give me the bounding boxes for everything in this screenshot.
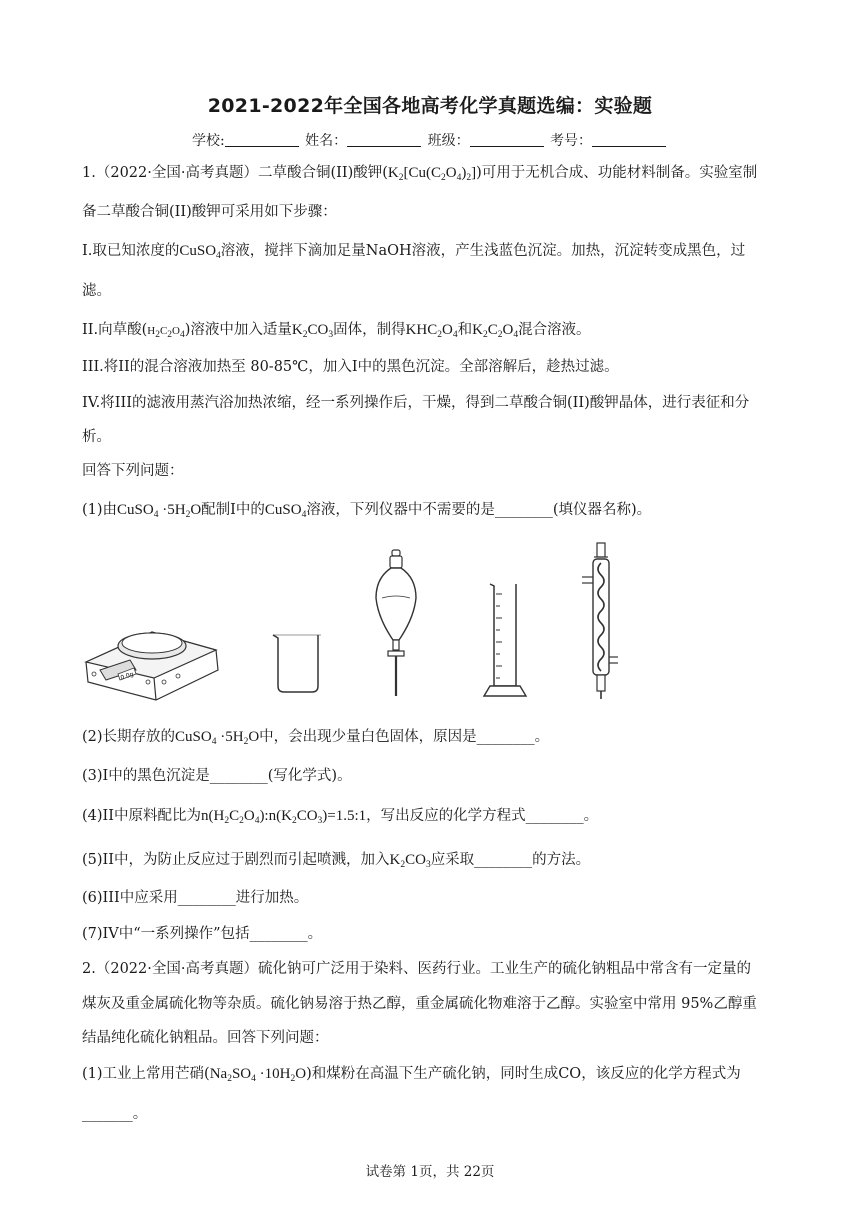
- name-blank: [347, 132, 421, 147]
- q2-part1: (1)工业上常用芒硝$(Na_2SO_4 \cdot 10H_2O)$和煤粉在高温下生产硫化钠，同时生成CO，该反应的化学方程式为: [82, 1066, 741, 1084]
- q1-part7: (7)IV中“一系列操作”包括________。: [82, 926, 323, 942]
- q1-answer-prompt: 回答下列问题：: [82, 463, 184, 479]
- class-blank: [470, 132, 544, 147]
- q1-number: 1.: [82, 165, 96, 181]
- student-info-line: [0, 130, 860, 150]
- formula-cuso4-5h2o: CuSO$_4$ $\cdot 5H_2O$: [117, 502, 202, 520]
- balance-display-text: 0.0g: [119, 670, 135, 682]
- formula-k2co3: $K_2CO_3$: [291, 322, 334, 340]
- page-title: 2021-2022年全国各地高考化学真题选编：实验题: [207, 95, 653, 117]
- q2-intro-line2: 煤灰及重金属硫化物等杂质。硫化钠易溶于热乙醇，重金属硫化物难溶于乙醇。实验室中常用 95%乙醇重: [82, 996, 757, 1012]
- school-label: 学校:: [191, 133, 225, 149]
- class-label: 班级：: [427, 133, 470, 149]
- q2-number: 2.: [82, 961, 96, 977]
- electronic-balance-image: [82, 612, 222, 702]
- q1-step4-line1: IV.将III的滤液用蒸汽浴加热浓缩，经一系列操作后，干燥，得到二草酸合铜(II)酸钾晶体，进行表征和分: [82, 395, 750, 411]
- q1-step3: III.将II的混合溶液加热至 80-85℃，加入I中的黑色沉淀。全部溶解后，趁热过滤。: [82, 359, 619, 375]
- q2-intro-line1: 2.（2022·全国·高考真题）硫化钠可广泛用于染料、医药行业。工业生产的硫化钠粗品中常含有一定量的: [82, 961, 751, 977]
- q1-intro-line2: 备二草酸合铜(II)酸钾可采用如下步骤：: [82, 204, 337, 220]
- q1-step1-line1: I.取已知浓度的CuSO$_4$溶液，搅拌下滴加足量NaOH溶液，产生浅蓝色沉淀。加热，沉淀转变成黑色，过: [82, 243, 746, 261]
- q1-part5: (5)II中，为防止反应过于剧烈而引起喷溅，加入$K_2CO_3$应采取________的方法。: [82, 852, 591, 870]
- beaker-image: [270, 632, 324, 694]
- q1-step4-line2: 析。: [82, 429, 111, 445]
- number-label: 考号：: [550, 133, 593, 149]
- formula-ratio: $n(H_2C_2O_4):n(K_2CO_3)=1.5:1$: [201, 808, 367, 826]
- q1-step2: II.向草酸$(H_2C_2O_4)$溶液中加入适量$K_2CO_3$固体，制得$KHC_2O_4$和$K_2C_2O_4$混合溶液。: [82, 322, 591, 340]
- formula-khc2o4: $KHC_2O_4$: [405, 322, 458, 340]
- q1-step1-line2: 滤。: [82, 283, 111, 299]
- page-footer: 试卷第 1页，共 22页: [365, 1164, 495, 1180]
- q1-part6: (6)III中应采用________进行加热。: [82, 890, 309, 906]
- graduated-cylinder-image: [480, 582, 530, 698]
- q1-part2: (2)长期存放的CuSO$_4$ $\cdot 5H_2O$中，会出现少量白色固体，原因是________。: [82, 729, 550, 747]
- name-label: 姓名：: [305, 133, 348, 149]
- formula-na2so4: $Na_2SO_4 \cdot 10H_2O$: [209, 1066, 307, 1084]
- q1-part4: (4)II中原料配比为$n(H_2C_2O_4):n(K_2CO_3)=1.5:1$，写出反应的化学方程式________。: [82, 808, 599, 826]
- q2-part1-blank: _______。: [82, 1106, 148, 1122]
- formula-k2c2o4: $K_2C_2O_4$: [472, 322, 519, 340]
- school-blank: [225, 132, 299, 147]
- q1-source: （2022·全国·高考真题）: [95, 165, 258, 181]
- separatory-funnel-image: [372, 548, 420, 698]
- condenser-image: [576, 541, 624, 701]
- q1-intro-line1: 1.（2022·全国·高考真题）二草酸合铜(II)酸钾$(K_2[Cu(C_2O_4)_2])$可用于无机合成、功能材料制备。实验室制: [82, 165, 758, 183]
- formula-h2c2o4: $H_2C_2O_4$: [147, 325, 185, 340]
- number-blank: [592, 132, 666, 147]
- q1-part1: (1)由CuSO$_4$ $\cdot 5H_2O$配制I中的CuSO$_4$溶液，下列仪器中不需要的是________(填仪器名称)。: [82, 502, 652, 520]
- q2-intro-line3: 结晶纯化硫化钠粗品。回答下列问题：: [82, 1030, 329, 1046]
- formula-k2cu: $K_2[Cu(C_2O_4)_2]$: [387, 165, 477, 183]
- formula-cuso4: CuSO$_4$: [179, 243, 221, 261]
- q2-source: （2022·全国·高考真题）: [95, 961, 258, 977]
- q1-part3: (3)I中的黑色沉淀是________(写化学式)。: [82, 768, 352, 784]
